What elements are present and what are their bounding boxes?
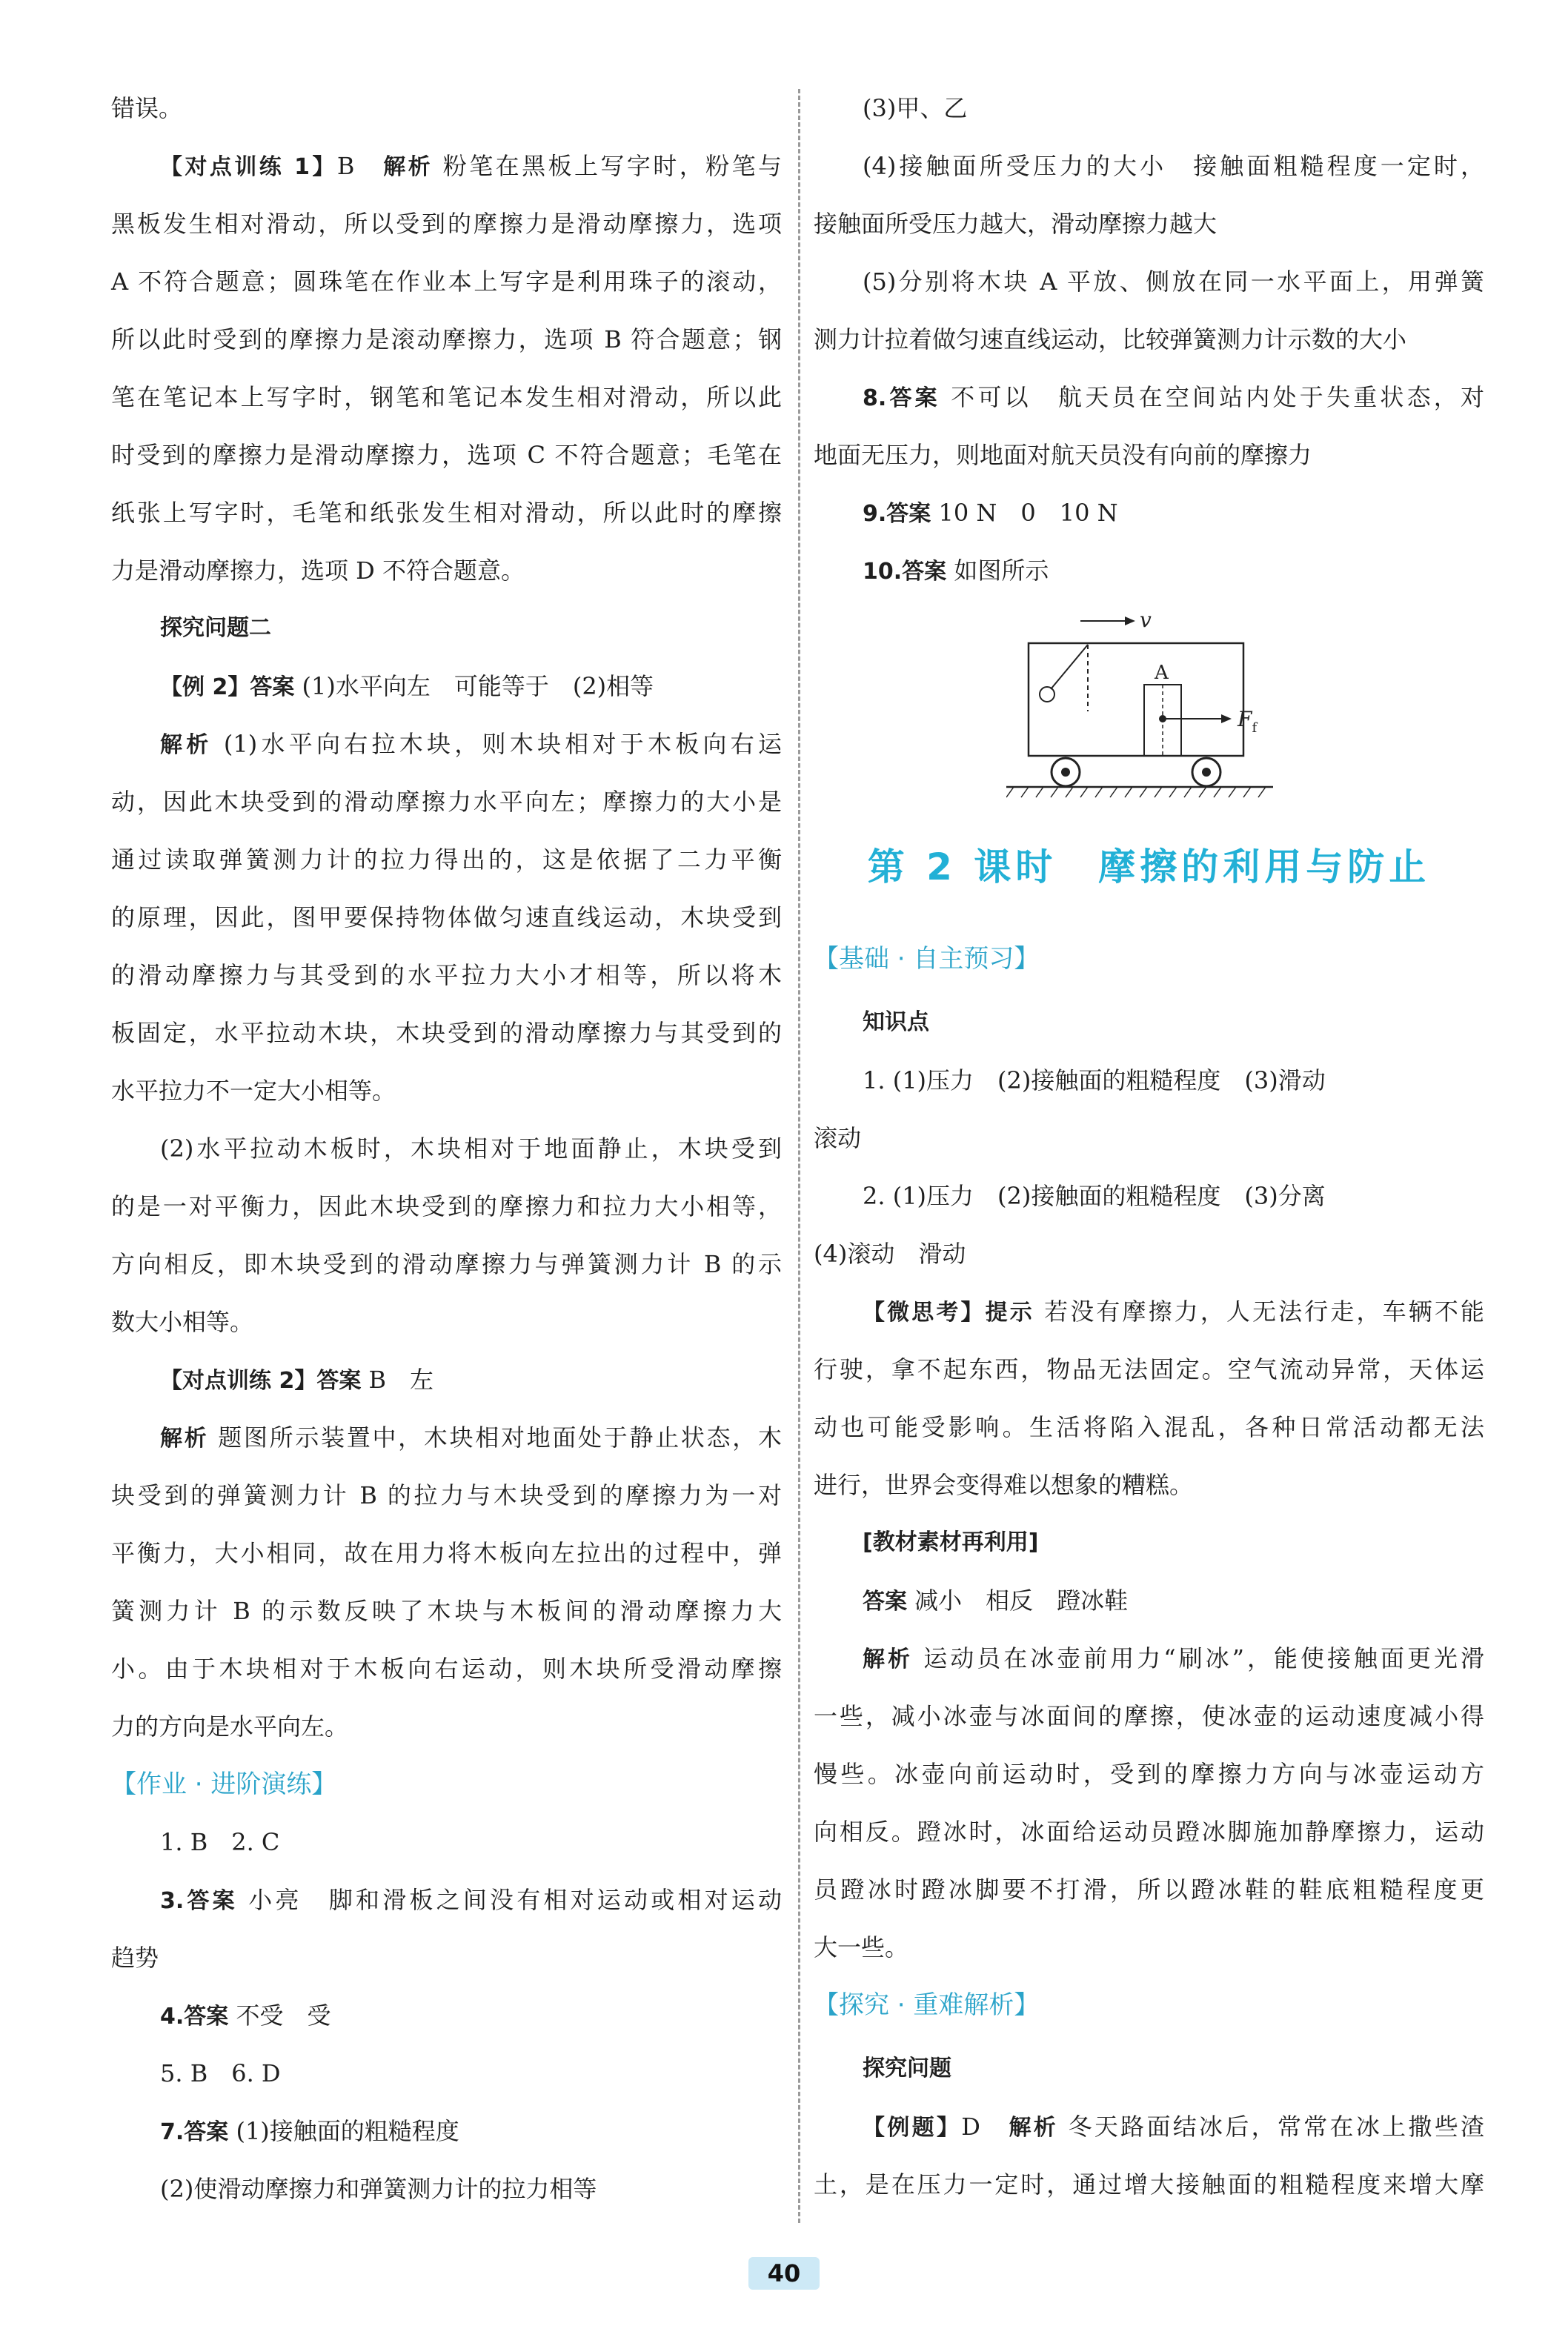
text-span: 10 N 0 10 N	[938, 499, 1118, 527]
text-line: (5)分别将木块 A 平放、侧放在同一水平面上，用弹簧	[863, 268, 1484, 296]
text-line: (2)使滑动摩擦力和弹簧测力计的拉力相等	[160, 2175, 597, 2203]
subheading: [教材素材再利用]	[863, 1529, 1039, 1555]
wheel-axle-right	[1202, 768, 1211, 777]
item-number: 8.	[863, 385, 887, 411]
pendulum-bob	[1040, 687, 1054, 702]
text-line: 笔在笔记本上写字时，钢笔和笔记本发生相对滑动，所以此	[111, 383, 782, 411]
text-line: 员蹬冰时蹬冰脚要不打滑，所以蹬冰鞋的鞋底粗糙程度更	[814, 1875, 1484, 1904]
text-line: (4)滚动 滑动	[814, 1240, 966, 1268]
friction-arrowhead	[1221, 714, 1232, 723]
text-line: 通过读取弹簧测力计的拉力得出的，这是依据了二力平衡	[111, 845, 782, 874]
subheading: 探究问题二	[160, 615, 271, 641]
text-line: 时受到的摩擦力是滑动摩擦力，选项 C 不符合题意；毛笔在	[111, 441, 782, 469]
text-line: 一些，减小冰壶与冰面间的摩擦，使冰壶的运动速度减小得	[814, 1702, 1484, 1730]
analysis-label: 解析	[160, 732, 213, 758]
answer-label: 答案	[886, 501, 931, 527]
page-number: 40	[748, 2257, 820, 2290]
answer-label: 答案	[184, 2004, 229, 2030]
text-line: 土，是在压力一定时，通过增大接触面的粗糙程度来增大摩	[814, 2170, 1484, 2199]
tag-label: 【例 2】	[160, 674, 250, 700]
text-line	[814, 382, 1484, 413]
text-span: 冬天路面结冰后，常常在冰上撒些渣	[1068, 2113, 1485, 2141]
tag-label: 【微思考】	[863, 1300, 986, 1326]
text-line	[814, 1586, 1484, 1617]
text-line	[111, 1885, 782, 1916]
text-line: (2)水平拉动木板时，木块相对于地面静止，木块受到	[160, 1134, 782, 1163]
item-number: 4.	[160, 2004, 185, 2030]
text-line	[814, 1644, 1484, 1675]
text-line: 动，因此木块受到的滑动摩擦力水平向左；摩擦力的大小是	[111, 788, 782, 816]
text-span: 运动员在冰壶前用力“刷冰”，能使接触面更光滑	[923, 1644, 1485, 1672]
answer-value: D	[961, 2113, 980, 2141]
text-line: 板固定，水平拉动木块，木块受到的滑动摩擦力与其受到的	[111, 1019, 782, 1047]
analysis-label: 解析	[863, 1646, 914, 1672]
text-line: 所以此时受到的摩擦力是滚动摩擦力，选项 B 符合题意；钢	[111, 325, 782, 353]
text-span: 如图所示	[954, 556, 1049, 585]
cart-body	[1029, 643, 1243, 756]
text-line: 5. B 6. D	[160, 2059, 281, 2087]
text-line	[814, 498, 1484, 529]
item-number: 9.	[863, 501, 887, 527]
text-line: 方向相反，即木块受到的滑动摩擦力与弹簧测力计 B 的示	[111, 1250, 782, 1278]
text-line	[111, 671, 782, 702]
text-span: (1)水平向左 可能等于 (2)相等	[302, 672, 654, 700]
text-line	[111, 2001, 782, 2032]
text-line: (3)甲、乙	[863, 94, 968, 122]
item-number: 7.	[160, 2119, 185, 2145]
section-header: 【基础 · 自主预习】	[814, 944, 1040, 974]
text-line: 的滑动摩擦力与其受到的水平拉力大小才相等，所以将木	[111, 961, 782, 989]
text-line: 数大小相等。	[111, 1308, 254, 1336]
text-line	[814, 556, 1484, 587]
answer-label: 答案	[902, 559, 947, 585]
text-line	[111, 1423, 782, 1454]
text-span: 题图所示装置中，木块相对地面处于静止状态，木	[218, 1423, 782, 1452]
text-line: 小。由于木块相对于木板向右运动，则木块所受滑动摩擦	[111, 1655, 782, 1683]
text-span: (1)接触面的粗糙程度	[236, 2117, 459, 2145]
text-line: 1. B 2. C	[160, 1828, 280, 1856]
text-line	[814, 2112, 1484, 2143]
analysis-label: 解析	[1009, 2115, 1059, 2141]
analysis-label: 解析	[160, 1426, 209, 1452]
text-line: 行驶，拿不起东西，物品无法固定。空气流动异常，天体运	[814, 1355, 1484, 1383]
text-line	[111, 151, 782, 182]
text-line: 簧测力计 B 的示数反映了木块与木板间的滑动摩擦力大	[111, 1597, 782, 1625]
text-span: 粉笔在黑板上写字时，粉笔与	[442, 152, 783, 180]
text-line: 趋势	[111, 1944, 159, 1972]
text-line: 滚动	[814, 1124, 862, 1152]
text-line: 黑板发生相对滑动，所以受到的摩擦力是滑动摩擦力，选项	[111, 210, 782, 238]
friction-label: $F_f$	[1238, 707, 1258, 736]
tag-label: 【对点训练 1】	[160, 154, 337, 180]
answer-label: 答案	[184, 1888, 238, 1914]
text-line	[111, 2116, 782, 2147]
lesson-title: 第 2 课时 摩擦的利用与防止	[867, 845, 1431, 888]
text-line: 向相反。蹬冰时，冰面给运动员蹬冰脚施加静摩擦力，运动	[814, 1818, 1484, 1846]
text-line: 2. (1)压力 (2)接触面的粗糙程度 (3)分离	[863, 1182, 1326, 1210]
text-span: 不受 受	[236, 2001, 331, 2030]
text-line: 测力计拉着做匀速直线运动，比较弹簧测力计示数的大小	[814, 325, 1407, 353]
text-line: 纸张上写字时，毛笔和纸张发生相对滑动，所以此时的摩擦	[111, 499, 782, 527]
text-line: 的原理，因此，图甲要保持物体做匀速直线运动，木块受到	[111, 903, 782, 931]
answer-label: 答案	[863, 1589, 907, 1615]
cart-pendulum-diagram	[1006, 608, 1347, 800]
text-span: (1)水平向右拉木块，则木块相对于木板向右运	[223, 730, 782, 758]
text-line	[814, 1297, 1484, 1328]
answer-value: B	[336, 152, 355, 180]
subheading: 探究问题	[863, 2056, 951, 2081]
subheading: 知识点	[863, 1009, 929, 1035]
text-span: 不可以 航天员在空间站内处于失重状态，对	[951, 383, 1484, 411]
text-line: 接触面所受压力越大，滑动摩擦力越大	[814, 210, 1217, 238]
text-line: 块受到的弹簧测力计 B 的拉力与木块受到的摩擦力为一对	[111, 1481, 782, 1509]
text-span: B 左	[368, 1366, 434, 1394]
text-line: 动也可能受影响。生活将陷入混乱，各种日常活动都无法	[814, 1413, 1484, 1441]
wheel-axle-left	[1061, 768, 1070, 777]
hint-label: 提示	[985, 1300, 1034, 1326]
text-line: 进行，世界会变得难以想象的糟糕。	[814, 1471, 1194, 1499]
text-line: 错误。	[111, 94, 183, 122]
column-divider	[798, 89, 800, 2223]
text-line	[111, 729, 782, 760]
tag-label: 【例题】	[863, 2115, 962, 2141]
text-line: 大一些。	[814, 1933, 909, 1961]
pendulum-string	[1051, 645, 1088, 689]
item-number: 3.	[160, 1888, 185, 1914]
answer-label: 答案	[316, 1368, 362, 1394]
velocity-arrowhead	[1125, 617, 1135, 625]
text-span: 若没有摩擦力，人无法行走，车辆不能	[1044, 1297, 1485, 1326]
analysis-label: 解析	[383, 154, 433, 180]
text-span: 小亮 脚和滑板之间没有相对运动或相对运动	[248, 1886, 782, 1914]
block-label: A	[1155, 662, 1169, 684]
text-line	[111, 1365, 782, 1396]
tag-label: 【对点训练 2】	[160, 1368, 317, 1394]
section-header: 【探究 · 重难解析】	[814, 1990, 1040, 2020]
velocity-label: v	[1140, 608, 1152, 632]
text-line: (4)接触面所受压力的大小 接触面粗糙程度一定时，	[863, 152, 1484, 180]
text-line: 慢些。冰壶向前运动时，受到的摩擦力方向与冰壶运动方	[814, 1760, 1484, 1788]
text-line: 的是一对平衡力，因此木块受到的摩擦力和拉力大小相等，	[111, 1192, 782, 1220]
text-line: A 不符合题意；圆珠笔在作业本上写字是利用珠子的滚动，	[111, 268, 782, 296]
text-line: 1. (1)压力 (2)接触面的粗糙程度 (3)滑动	[863, 1066, 1326, 1094]
ground-hatching	[1006, 787, 1266, 797]
text-line: 地面无压力，则地面对航天员没有向前的摩擦力	[814, 441, 1312, 469]
text-line: 力的方向是水平向左。	[111, 1712, 349, 1741]
text-line: 水平拉力不一定大小相等。	[111, 1077, 396, 1105]
answer-label: 答案	[250, 674, 295, 700]
item-number: 10.	[863, 559, 903, 585]
section-header: 【作业 · 进阶演练】	[111, 1770, 337, 1799]
text-line: 平衡力，大小相同，故在用力将木板向左拉出的过程中，弹	[111, 1539, 782, 1567]
answer-label: 答案	[184, 2119, 229, 2145]
answer-label: 答案	[886, 385, 940, 411]
text-line: 力是滑动摩擦力，选项 D 不符合题意。	[111, 556, 525, 585]
text-span: 减小 相反 蹬冰鞋	[914, 1586, 1129, 1615]
